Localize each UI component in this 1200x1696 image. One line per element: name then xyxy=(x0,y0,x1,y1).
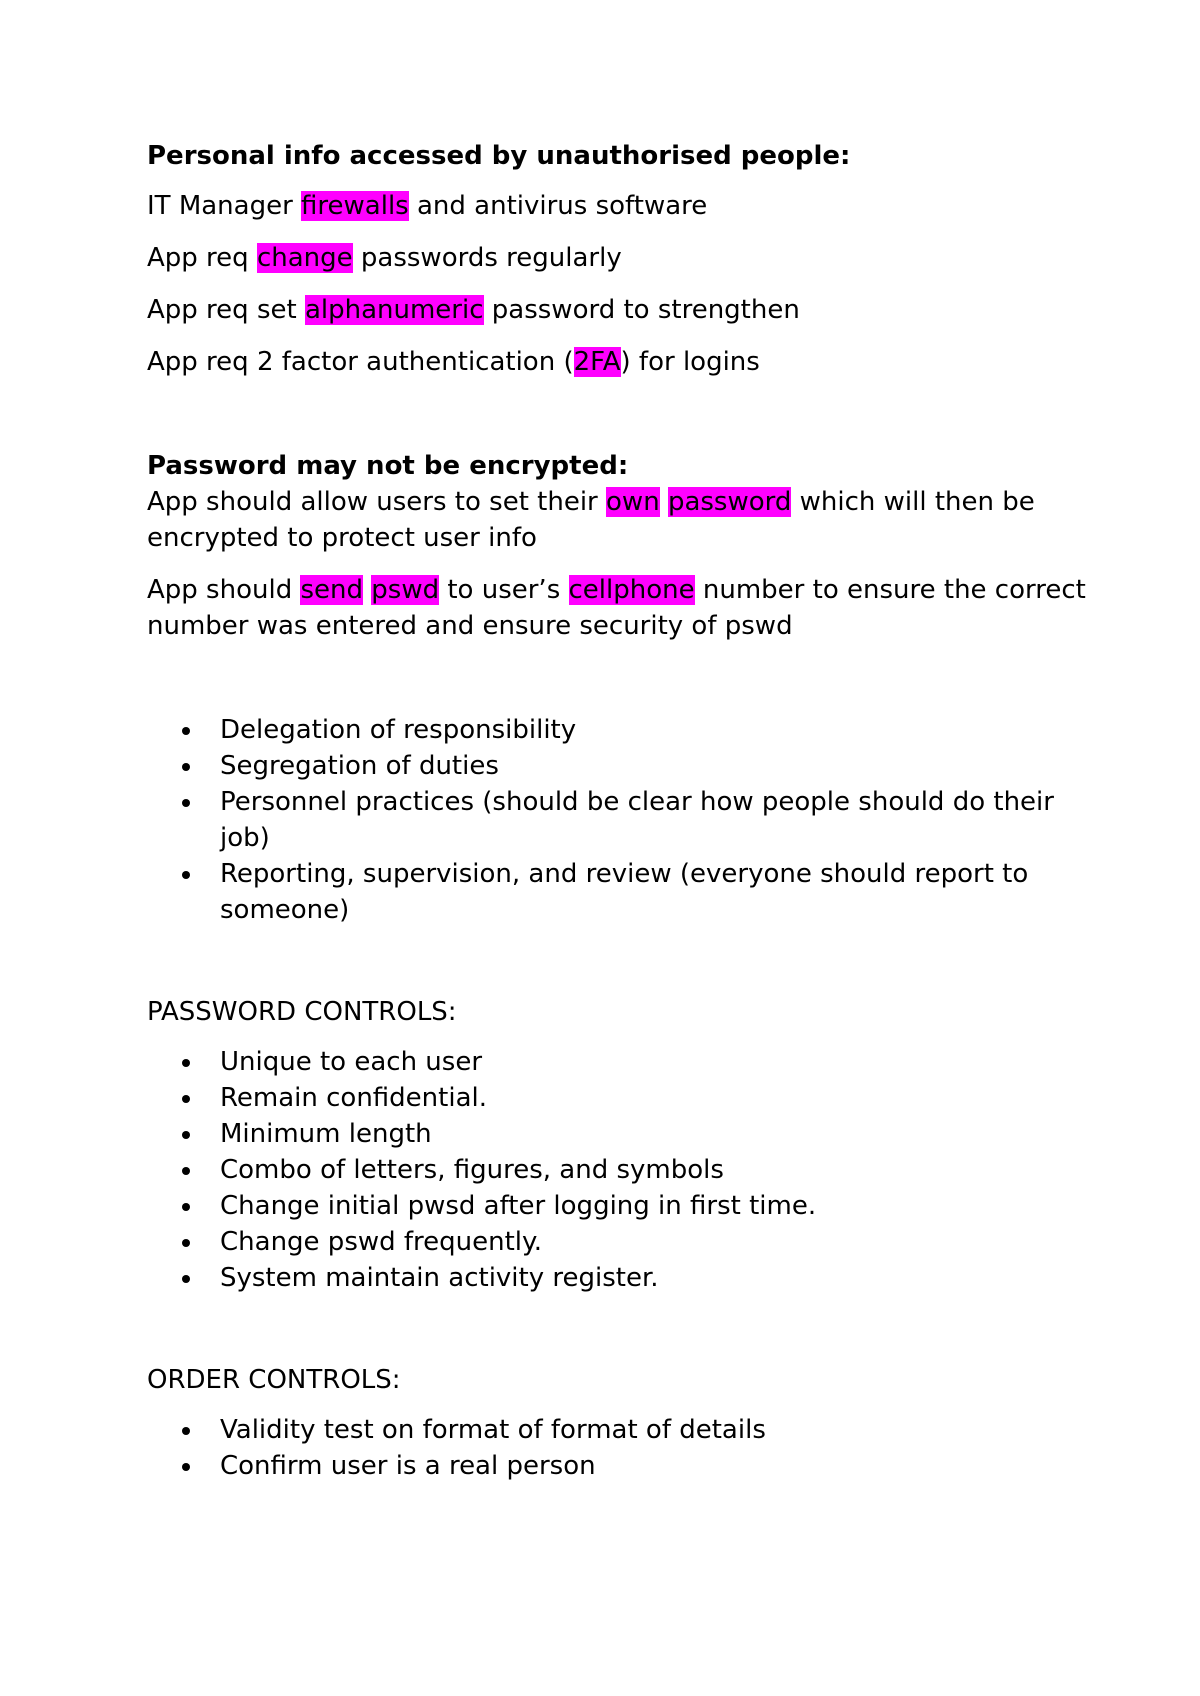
bullet-icon xyxy=(182,1167,190,1175)
list-item xyxy=(147,784,1087,856)
document-page xyxy=(147,138,1087,1484)
bullet-icon xyxy=(182,1131,190,1139)
line-text: ) for logins xyxy=(620,347,760,377)
list-item xyxy=(147,1116,1087,1152)
section-heading-personal-info: Personal info accessed by unauthorised people: xyxy=(147,141,851,171)
bullet-icon xyxy=(182,1275,190,1283)
list-item-text: System maintain activity register. xyxy=(220,1263,659,1293)
paragraph-text: number to ensure the correct number was entered and ensure security of pswd xyxy=(147,575,1086,641)
order-controls-list xyxy=(147,1412,1087,1484)
section1-line-4 xyxy=(147,344,1087,380)
paragraph-text xyxy=(660,487,668,517)
bullet-icon xyxy=(182,799,190,807)
list-item xyxy=(147,1448,1087,1484)
highlighted-term: change xyxy=(256,243,353,273)
list-item xyxy=(147,1224,1087,1260)
highlighted-term: 2FA xyxy=(573,347,621,377)
section1-line-1 xyxy=(147,188,1087,224)
section2-paragraph-2 xyxy=(147,572,1087,644)
line-text: password to strengthen xyxy=(483,295,800,325)
highlighted-term: firewalls xyxy=(301,191,409,221)
paragraph-text: App should allow users to set their xyxy=(147,487,607,517)
highlighted-term: cellphone xyxy=(568,575,695,605)
bullet-icon xyxy=(182,1463,190,1471)
list-item-text: Validity test on format of format of details xyxy=(220,1415,766,1445)
highlighted-term: send xyxy=(300,575,363,605)
line-text: IT Manager xyxy=(147,191,302,221)
bullet-icon xyxy=(182,1239,190,1247)
bullet-icon xyxy=(182,1203,190,1211)
bullet-icon xyxy=(182,727,190,735)
line-text: App req xyxy=(147,243,257,273)
section1-line-2 xyxy=(147,240,1087,276)
highlighted-term: own xyxy=(606,487,660,517)
list-item xyxy=(147,712,1087,748)
section1-line-3 xyxy=(147,292,1087,328)
list-item xyxy=(147,748,1087,784)
bullet-icon xyxy=(182,1095,190,1103)
list-item-text: Confirm user is a real person xyxy=(220,1451,596,1481)
list-item-text: Reporting, supervision, and review (everyone should report to someone) xyxy=(220,859,1029,925)
line-text: passwords regularly xyxy=(352,243,622,273)
highlighted-term: password xyxy=(667,487,792,517)
bullet-icon xyxy=(182,763,190,771)
list-item xyxy=(147,1260,1087,1296)
list-item xyxy=(147,1188,1087,1224)
list-item-text: Change initial pwsd after logging in first time. xyxy=(220,1191,817,1221)
password-controls-list xyxy=(147,1044,1087,1296)
line-text: App req set xyxy=(147,295,305,325)
list-item-text: Minimum length xyxy=(220,1119,432,1149)
responsibility-list xyxy=(147,712,1087,928)
list-item xyxy=(147,1152,1087,1188)
list-item-text: Unique to each user xyxy=(220,1047,483,1077)
section-heading-password-encryption: Password may not be encrypted: xyxy=(147,451,629,481)
section-heading-password-controls: PASSWORD CONTROLS: xyxy=(147,997,457,1027)
list-item xyxy=(147,1044,1087,1080)
list-item xyxy=(147,1412,1087,1448)
list-item xyxy=(147,856,1087,928)
bullet-icon xyxy=(182,871,190,879)
list-item-text: Segregation of duties xyxy=(220,751,499,781)
section2-paragraph-1 xyxy=(147,484,1087,556)
paragraph-text: App should xyxy=(147,575,301,605)
highlighted-term: alphanumeric xyxy=(304,295,484,325)
bullet-icon xyxy=(182,1427,190,1435)
highlighted-term: pswd xyxy=(371,575,440,605)
line-text: App req 2 factor authentication ( xyxy=(147,347,574,377)
line-text: and antivirus software xyxy=(408,191,708,221)
list-item-text: Change pswd frequently. xyxy=(220,1227,542,1257)
list-item-text: Personnel practices (should be clear how people should do their job) xyxy=(220,787,1054,853)
list-item-text: Delegation of responsibility xyxy=(220,715,577,745)
list-item xyxy=(147,1080,1087,1116)
bullet-icon xyxy=(182,1059,190,1067)
list-item-text: Remain confidential. xyxy=(220,1083,487,1113)
list-item-text: Combo of letters, figures, and symbols xyxy=(220,1155,724,1185)
paragraph-text: which will then be encrypted to protect user info xyxy=(147,487,1035,553)
paragraph-text: to user’s xyxy=(439,575,569,605)
section-heading-order-controls: ORDER CONTROLS: xyxy=(147,1365,401,1395)
